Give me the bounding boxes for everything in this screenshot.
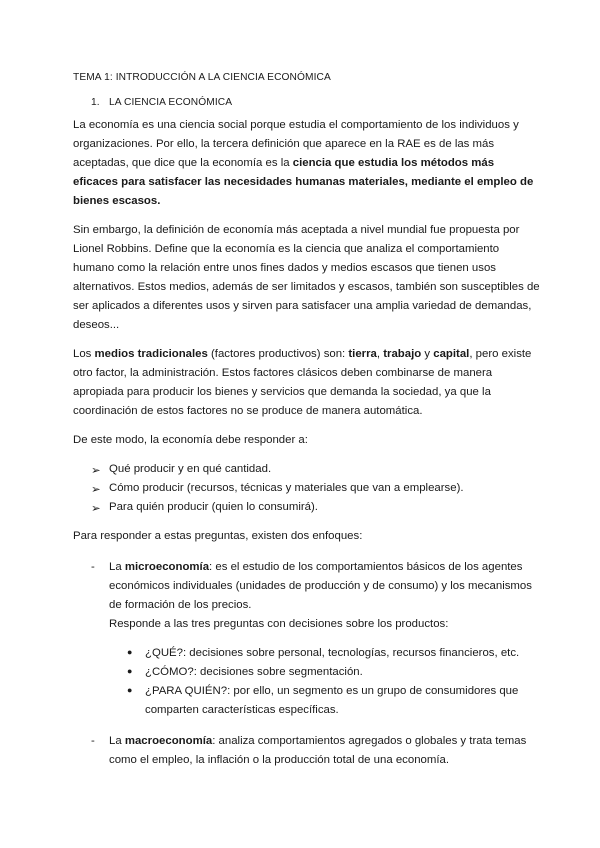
paragraph-2-line: deseos... [73, 319, 120, 331]
micro-bullet-item: ¿QUÉ?: decisiones sobre personal, tecnologías, recursos financieros, etc. [145, 647, 520, 659]
paragraph-2-line: alternativos. Estos medios, además de ser limitados y escasos, también son susceptibles de [73, 281, 540, 293]
micro-bullet-item: comparten características específicas. [145, 704, 339, 716]
paragraph-1-line: aceptadas, que dice que la economía es la ciencia que estudia los métodos más [73, 157, 495, 169]
paragraph-1-line: organizaciones. Por ello, la tercera definición que aparece en la RAE es de las más [73, 138, 495, 150]
paragraph-1-line: eficaces para satisfacer las necesidades humanas materiales, mediante el empleo de [73, 176, 534, 188]
dot-bullet-icon: ● [127, 685, 133, 695]
paragraph-5: Para responder a estas preguntas, existen dos enfoques: [73, 530, 363, 542]
paragraph-2-line: humano como la relación entre unos fines dados y medios escasos que tienen usos [73, 262, 496, 274]
micro-bullet-item: ¿PARA QUIÉN?: por ello, un segmento es un grupo de consumidores que [145, 685, 519, 697]
paragraph-2-line: ser aplicados a diferentes usos y sirven para satisfacer una amplia variedad de demandas, [73, 300, 532, 312]
paragraph-1-line: La economía es una ciencia social porque estudia el comportamiento de los individuos y [73, 119, 519, 131]
micro-bullet-item: ¿CÓMO?: decisiones sobre segmentación. [145, 666, 363, 678]
dash-bullet-icon: - [91, 735, 95, 747]
arrow-bullet-icon: ➢ [91, 503, 101, 515]
macro-line: como el empleo, la inflación o la producción total de una economía. [109, 754, 450, 766]
page-title: TEMA 1: INTRODUCCIÓN A LA CIENCIA ECONÓMICA [73, 72, 331, 83]
paragraph-2-line: Lionel Robbins. Define que la economía es la ciencia que analiza el comportamiento [73, 243, 500, 255]
micro-line: económicos individuales (unidades de producción y de consumo) y los mecanismos [109, 580, 532, 592]
arrow-bullet-icon: ➢ [91, 465, 101, 477]
dot-bullet-icon: ● [127, 666, 133, 676]
paragraph-1-line: bienes escasos. [73, 195, 161, 207]
micro-line: La microeconomía: es el estudio de los comportamientos básicos de los agentes [109, 561, 523, 573]
micro-line: de formación de los precios. [109, 599, 252, 611]
paragraph-4: De este modo, la economía debe responder a: [73, 434, 308, 446]
micro-line: Responde a las tres preguntas con decisiones sobre los productos: [109, 618, 449, 630]
dot-bullet-icon: ● [127, 647, 133, 657]
list-item: Para quién producir (quien lo consumirá). [109, 501, 318, 513]
paragraph-3-line: apropiada para producir los bienes y servicios que demanda la sociedad, ya que la [73, 386, 491, 398]
macro-line: La macroeconomía: analiza comportamientos agregados o globales y trata temas [109, 735, 527, 747]
paragraph-3-line: otro factor, la administración. Estos factores clásicos deben combinarse de manera [73, 367, 493, 379]
list-item: Qué producir y en qué cantidad. [109, 463, 272, 475]
arrow-bullet-icon: ➢ [91, 484, 101, 496]
section-heading: LA CIENCIA ECONÓMICA [109, 97, 233, 108]
list-item: Cómo producir (recursos, técnicas y materiales que van a emplearse). [109, 482, 464, 494]
section-number: 1. [91, 97, 100, 108]
dash-bullet-icon: - [91, 561, 95, 573]
paragraph-3-line: coordinación de estos factores no se produce de manera automática. [73, 405, 423, 417]
paragraph-3-line: Los medios tradicionales (factores productivos) son: tierra, trabajo y capital, pero existe [73, 348, 532, 360]
paragraph-2-line: Sin embargo, la definición de economía más aceptada a nivel mundial fue propuesta por [73, 224, 520, 236]
